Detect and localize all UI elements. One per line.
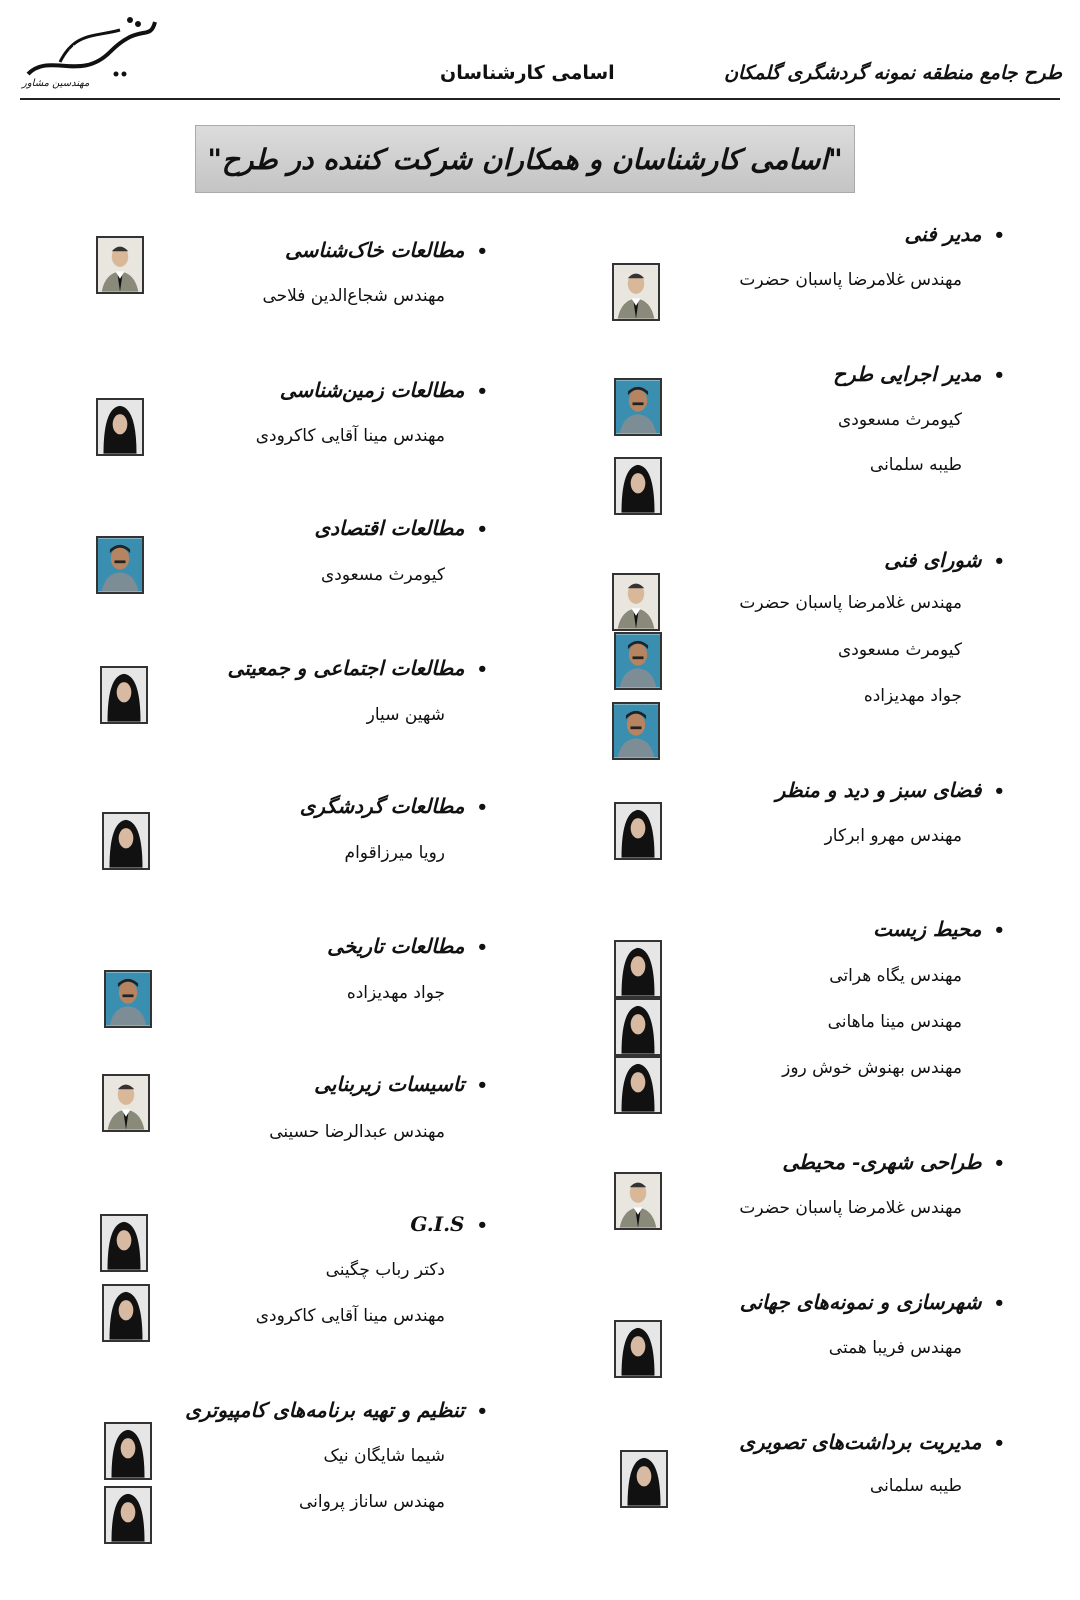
title-banner [195, 125, 855, 193]
staff-name: مهندس عبدالرضا حسینی [269, 1122, 445, 1142]
portrait-female-hijab [102, 1284, 150, 1342]
section-title: •مطالعات خاک‌شناسی [284, 238, 488, 262]
portrait-female-hijab [614, 802, 662, 860]
staff-name: مهندس شجاع‌الدین فلاحی [262, 286, 445, 306]
portrait-male-suit [102, 1074, 150, 1132]
portrait-female-hijab [100, 1214, 148, 1272]
section-title: •تاسیسات زیربنایی [314, 1072, 488, 1096]
staff-name: رویا میرزاقوام [344, 843, 445, 863]
portrait-male-blue [104, 970, 152, 1028]
section-title: •شهرسازی و نمونه‌های جهانی [739, 1290, 1005, 1314]
portrait-female-hijab [100, 666, 148, 724]
staff-name: دکتر رباب چگینی [325, 1260, 445, 1280]
section-title: •G.I.S [410, 1212, 488, 1236]
staff-name: مهندس غلامرضا پاسبان حضرت [739, 593, 962, 613]
portrait-male-suit [96, 236, 144, 294]
section-title: •مطالعات تاریخی [327, 934, 488, 958]
header-divider [20, 98, 1060, 100]
staff-name: مهندس مینا ماهانی [827, 1012, 962, 1032]
staff-name: کیومرث مسعودی [837, 410, 962, 430]
portrait-male-blue [96, 536, 144, 594]
staff-name: کیومرث مسعودی [320, 565, 445, 585]
section-title: •مطالعات گردشگری [299, 794, 488, 818]
portrait-female-hijab [614, 457, 662, 515]
section-title: •فضای سبز و دید و منظر [775, 778, 1005, 802]
section-title: •مطالعات اقتصادی [314, 516, 488, 540]
portrait-female-hijab [614, 1320, 662, 1378]
section-title: •تنظیم و تهیه برنامه‌های کامپیوتری [185, 1398, 488, 1422]
portrait-male-blue [612, 702, 660, 760]
bullet-icon: • [993, 225, 1005, 246]
staff-name: مهندس یگاه هراتی [829, 966, 962, 986]
portrait-female-hijab [614, 998, 662, 1056]
portrait-female-hijab [620, 1450, 668, 1508]
staff-name: مهندس مینا آقایی کاکرودی [255, 1306, 445, 1326]
staff-name: مهندس غلامرضا پاسبان حضرت [739, 1198, 962, 1218]
section-title: •محیط زیست [873, 917, 1005, 941]
portrait-male-blue [614, 632, 662, 690]
section-title: •شورای فنی [884, 548, 1005, 572]
staff-name: مهندس غلامرضا پاسبان حضرت [739, 270, 962, 290]
portrait-female-hijab [104, 1486, 152, 1544]
portrait-female-hijab [614, 940, 662, 998]
portrait-male-suit [612, 573, 660, 631]
staff-name: کیومرث مسعودی [837, 640, 962, 660]
staff-name: مهندس مهرو ابرکار [824, 826, 962, 846]
banner-title: "اسامی کارشناسان و همکاران شرکت کننده در طرح" [207, 142, 843, 176]
page-title: اسامی کارشناسان [440, 62, 615, 84]
staff-name: شیما شایگان نیک [323, 1446, 445, 1466]
staff-name: جواد مهدیزاده [346, 983, 445, 1003]
portrait-male-suit [612, 263, 660, 321]
staff-name: مهندس فریبا همتی [828, 1338, 962, 1358]
staff-name: مهندس مینا آقایی کاکرودی [255, 426, 445, 446]
staff-name: مهندس بهنوش خوش روز [782, 1058, 962, 1078]
portrait-male-suit [614, 1172, 662, 1230]
logo-subtext: مهندسین مشاور [22, 78, 90, 89]
section-title: •مدیریت برداشت‌های تصویری [739, 1430, 1005, 1454]
section-title: •مطالعات زمین‌شناسی [279, 378, 488, 402]
section-title: •مدیر اجرایی طرح [833, 362, 1005, 386]
section-title: •طراحی شهری- محیطی [782, 1150, 1005, 1174]
logo-text: باغ شهر [70, 40, 104, 51]
portrait-female-hijab [614, 1056, 662, 1114]
project-title: طرح جامع منطقه نمونه گردشگری گلمکان [724, 62, 1062, 84]
portrait-female-hijab [104, 1422, 152, 1480]
portrait-female-hijab [96, 398, 144, 456]
staff-name: شهین سیار [366, 705, 445, 725]
staff-name: طیبه سلمانی [869, 1476, 962, 1496]
portrait-male-blue [614, 378, 662, 436]
staff-name: طیبه سلمانی [869, 455, 962, 475]
staff-name: جواد مهدیزاده [863, 686, 962, 706]
section-title: •مدیر فنی [904, 222, 1005, 246]
portrait-female-hijab [102, 812, 150, 870]
staff-name: مهندس ساناز پروانی [298, 1492, 445, 1512]
section-title: •مطالعات اجتماعی و جمعیتی [227, 656, 488, 680]
